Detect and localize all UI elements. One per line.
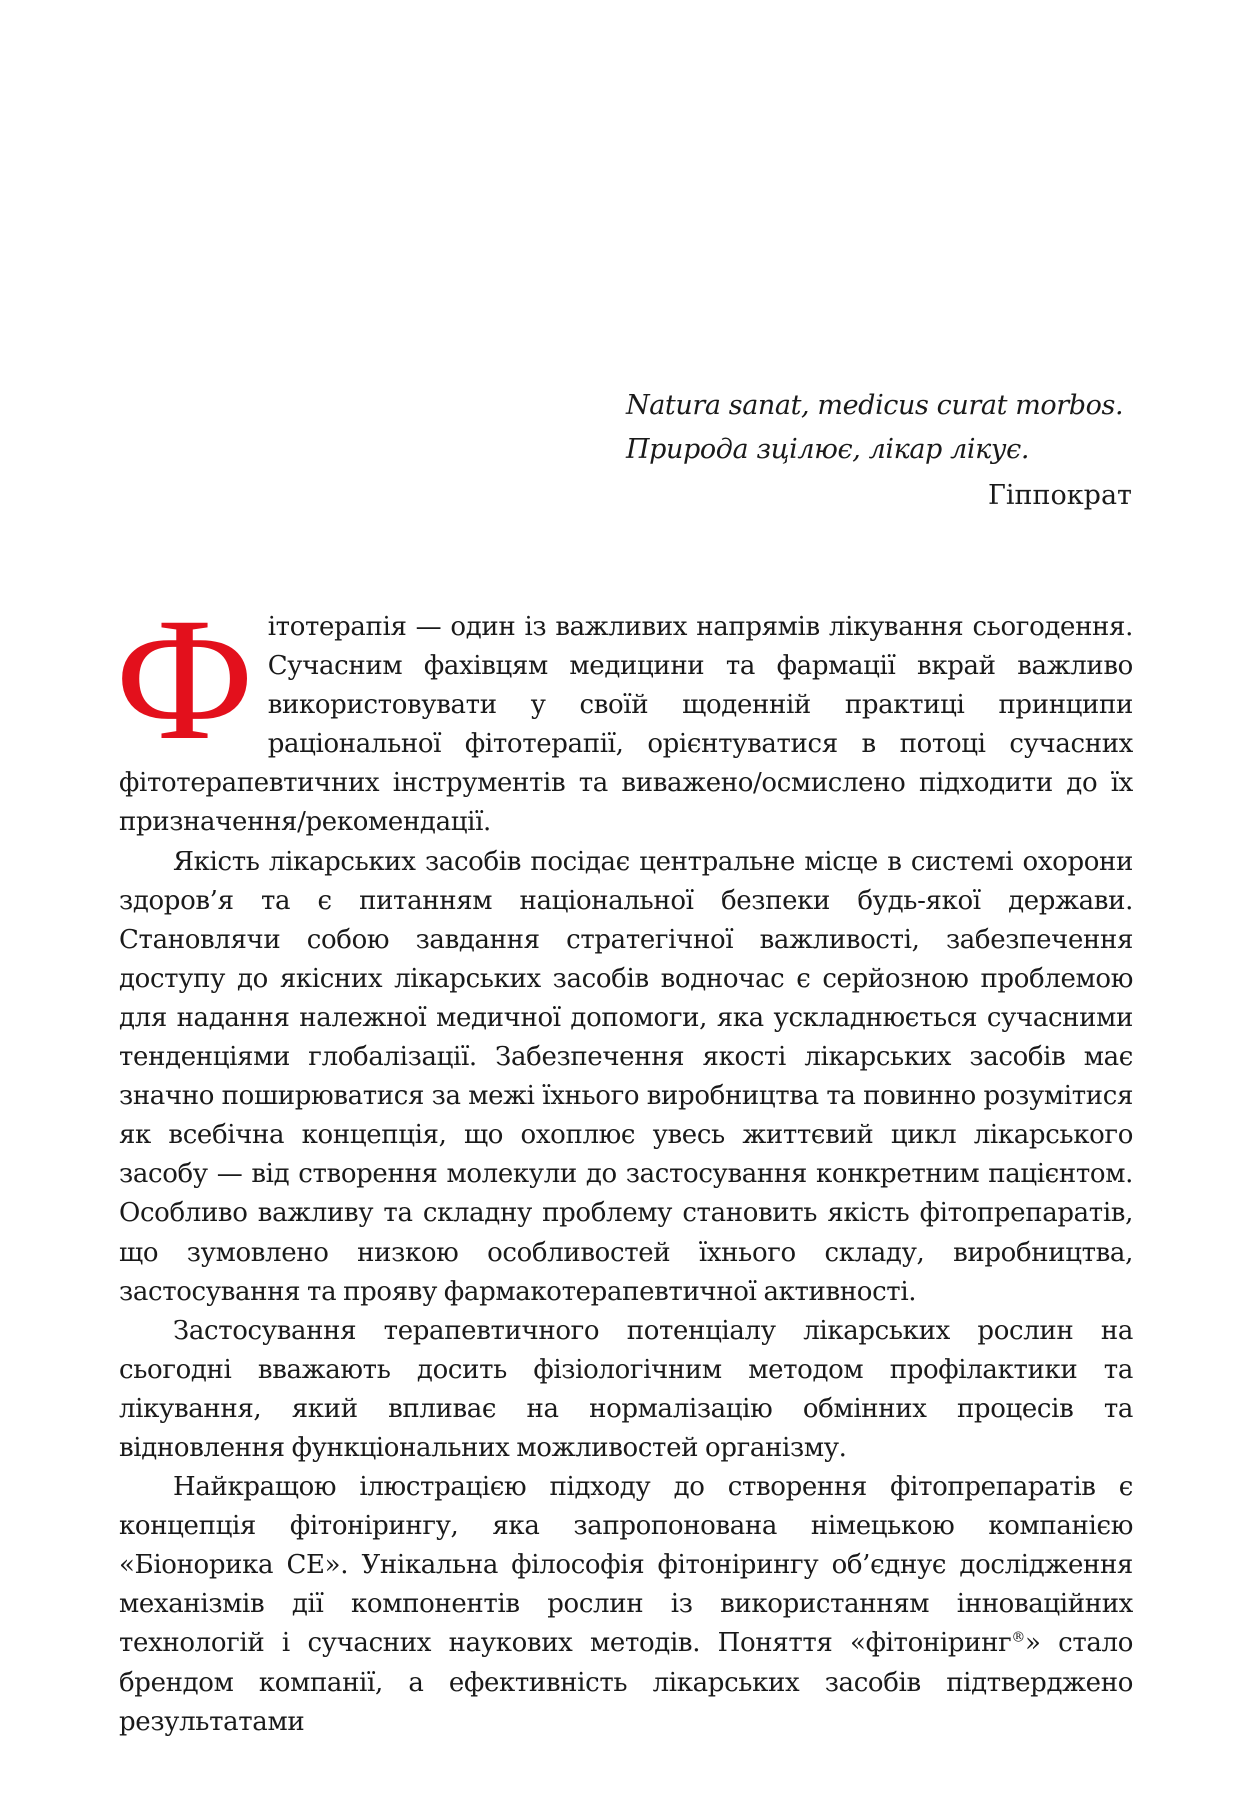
paragraph bbox=[119, 1312, 1133, 1468]
paragraph-text: ітотерапія — один із важливих напрямів лікування сьогодення. Сучасним фахівцям медицини та фармації вкрай важливо використовувати у своїй щоденній практиці принципи раціональної фітотерапії, орієнтуватися в потоці сучасних фітотерапевтичних інструментів та виважено/осмислено підходити до їх призначення/рекомендації. bbox=[119, 612, 1133, 838]
paragraph bbox=[115, 582, 1133, 843]
body-text bbox=[115, 582, 1133, 1742]
paragraph-text: Застосування терапевтичного потенціалу лікарських рослин на сьогодні вважають досить фізіологічним методом профілактики та лікування, який впливає на нормалізацію обмінних процесів та відновлення функціональних можливостей організму. bbox=[119, 1315, 1133, 1463]
paragraph-text: » стало брендом компанії, а ефективність лікарських засобів підтверджено результатами bbox=[119, 1628, 1133, 1737]
paragraph-text: Якість лікарських засобів посідає центральне місце в системі охорони здоров’я та є питанням національної безпеки будь-якої держави. Становлячи собою завдання стратегічної важливості, забезпечення доступу до якісних лікарських засобів водночас є серйозною проблемою для надання належної медичної допомоги, яка ускладнюється сучасними тенденціями глобалізації. Забезпечення якості лікарських засобів має значно поширюватися за межі їхнього виробництва та повинно розумітися як всебічна концепція, що охоплює увесь життєвий цикл лікарського засобу — від створення молекули до застосування конкретним пацієнтом. Особливо важливу та складну проблему становить якість фітопрепаратів, що зумовлено низкою особливостей їхнього складу, виробництва, застосування та прояву фармакотерапевтичної активності. bbox=[119, 846, 1133, 1307]
drop-cap: Ф bbox=[115, 582, 254, 777]
epigraph-latin: Natura sanat, medicus curat morbos. bbox=[626, 390, 1124, 421]
epigraph-author: Гіппократ bbox=[988, 480, 1132, 511]
paragraph bbox=[119, 843, 1133, 1312]
paragraph bbox=[119, 1468, 1133, 1742]
registered-mark: ® bbox=[1011, 1629, 1026, 1646]
epigraph-translation: Природа зцілює, лікар лікує. bbox=[626, 434, 1030, 465]
epigraph bbox=[626, 384, 1132, 518]
paragraph-text: Найкращою ілюстрацією підходу до створення фітопрепаратів є концепція фітонірингу, яка запропонована німецькою компанією «Біонорика СЕ». Унікальна філософія фітонірингу об’єднує дослідження механізмів дії компонентів рослин із використанням інноваційних технологій і сучасних наукових методів. Поняття «фітоніринг bbox=[119, 1472, 1133, 1659]
